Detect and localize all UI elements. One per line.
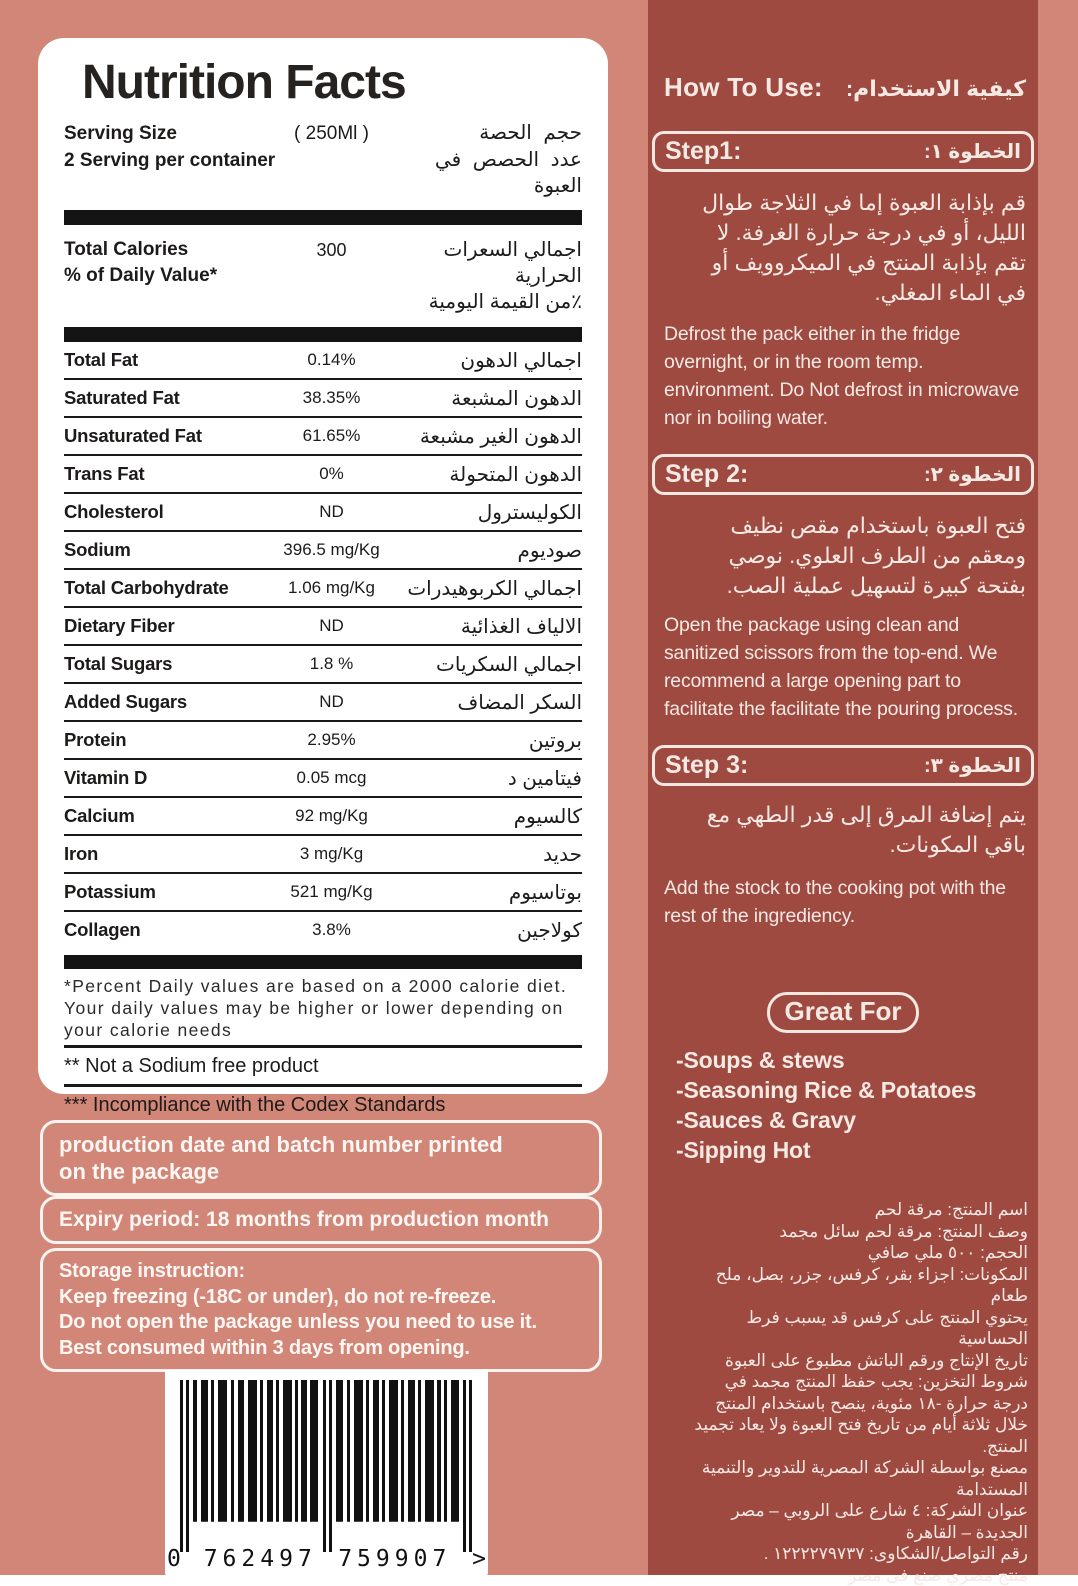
production-date-line1: production date and batch number printed <box>59 1131 583 1158</box>
serving-size-label-ar: حجم الحصة <box>389 120 582 146</box>
nutrient-name-en: Calcium <box>64 805 274 827</box>
nutrient-name-en: Added Sugars <box>64 691 274 713</box>
nutrient-value: 0% <box>274 464 389 484</box>
nutrient-name-en: Cholesterol <box>64 501 274 523</box>
storage-title: Storage instruction: <box>59 1259 583 1285</box>
nutrition-table-row <box>64 760 582 798</box>
nutrition-table-row <box>64 608 582 646</box>
nutrient-name-en: Protein <box>64 729 274 751</box>
nutrient-name-ar: الالياف الغذائية <box>389 614 582 639</box>
great-for-pill-wrap <box>648 992 1038 1033</box>
nutrition-table-row <box>64 722 582 760</box>
daily-value-label-ar: ٪من القيمة اليومية <box>389 289 582 315</box>
nutrient-name-en: Saturated Fat <box>64 387 274 409</box>
nutrient-name-ar: الكوليسترول <box>389 500 582 525</box>
storage-instruction-box <box>40 1248 602 1372</box>
step3-instructions-en: Add the stock to the cooking pot with the rest of the ingrediency. <box>648 874 1038 930</box>
servings-per-container-label-ar: عدد الحصص في العبوة <box>389 147 582 199</box>
nutrient-name-en: Total Sugars <box>64 653 274 675</box>
step2-instructions-ar: فتح العبوة باستخدام مقص نظيف ومعقم من الطرف العلوي. نوصي بفتحة كبيرة لتسهيل عملية الصب. <box>648 511 1038 601</box>
how-to-use-panel <box>648 0 1038 1575</box>
serving-size-label: Serving Size <box>64 121 274 147</box>
nutrient-name-ar: اجمالي الدهون <box>389 348 582 373</box>
nutrition-table <box>64 342 582 948</box>
step2-heading-box <box>652 454 1034 495</box>
nutrition-table-row <box>64 570 582 608</box>
product-info-line-ar: شروط التخزين: يجب حفظ المنتج مجمد في درجة حرارة -١٨ مئوية، ينصح باستخدام المنتج خلال ثلاثة أيام من تاريخ فتح العبوة ولا يعاد تجميد المنتج. <box>688 1371 1028 1457</box>
nutrient-name-en: Dietary Fiber <box>64 615 274 637</box>
nutrition-table-row <box>64 342 582 380</box>
nutrient-name-en: Trans Fat <box>64 463 274 485</box>
nutrient-name-ar: حديد <box>389 842 582 867</box>
barcode-group1: 762497 <box>193 1546 328 1572</box>
nutrient-name-en: Total Fat <box>64 349 274 371</box>
expiry-period-text: Expiry period: 18 months from production month <box>59 1207 583 1233</box>
barcode-bars <box>180 1380 472 1552</box>
production-date-box <box>40 1120 602 1196</box>
nutrition-table-row <box>64 380 582 418</box>
nutrition-table-row <box>64 646 582 684</box>
nutrition-table-row <box>64 912 582 948</box>
nutrient-name-ar: فيتامين د <box>389 766 582 791</box>
nutrient-value: 3.8% <box>274 920 389 940</box>
nutrient-name-en: Total Carbohydrate <box>64 577 274 599</box>
nutrient-name-ar: كالسيوم <box>389 804 582 829</box>
nutrition-facts-title: Nutrition Facts <box>82 56 582 110</box>
servings-per-container-label: 2 Serving per container <box>64 148 389 174</box>
product-info-line-ar: يحتوي المنتج على كرفس قد يسبب فرط الحساسية <box>688 1307 1028 1350</box>
step1-label-en: Step1: <box>665 137 741 166</box>
nutrient-value: 396.5 mg/Kg <box>274 540 389 560</box>
nutrient-value: 2.95% <box>274 730 389 750</box>
how-to-use-title-ar: كيفية الاستخدام: <box>846 76 1026 102</box>
nutrient-value: 0.05 mcg <box>274 768 389 788</box>
great-for-title: Great For <box>767 992 918 1033</box>
step2-label-ar: الخطوة ٢: <box>924 462 1021 487</box>
product-info-line-ar: رقم التواصل/الشكاوى: ١٢٢٢٢٧٩٧٣٧ . <box>688 1543 1028 1565</box>
total-calories-label: Total Calories <box>64 237 274 263</box>
nutrient-value: 1.8 % <box>274 654 389 674</box>
nutrient-value: 521 mg/Kg <box>274 882 389 902</box>
nutrient-name-en: Vitamin D <box>64 767 274 789</box>
nutrition-table-row <box>64 684 582 722</box>
nutrient-value: 0.14% <box>274 350 389 370</box>
divider-bar <box>64 210 582 225</box>
step3-label-ar: الخطوة ٣: <box>924 753 1021 778</box>
step2-label-en: Step 2: <box>665 460 748 489</box>
storage-line3: Best consumed within 3 days from opening. <box>59 1336 583 1362</box>
nutrition-table-row <box>64 836 582 874</box>
nutrient-name-en: Iron <box>64 843 274 865</box>
footnote-daily-values: *Percent Daily values are based on a 2000 calorie diet. Your daily values may be higher or lower depending on your calorie needs <box>64 975 582 1041</box>
production-date-line2: on the package <box>59 1158 583 1185</box>
product-info-line-ar: منتج مصري صنع فى مصر <box>688 1565 1028 1586</box>
nutrient-name-en: Unsaturated Fat <box>64 425 274 447</box>
great-for-item: -Soups & stews <box>676 1045 1038 1075</box>
nutrient-value: ND <box>274 616 389 636</box>
nutrient-name-ar: الدهون الغير مشبعة <box>389 424 582 449</box>
nutrient-value: 3 mg/Kg <box>274 844 389 864</box>
nutrient-value: ND <box>274 692 389 712</box>
divider-bar <box>64 327 582 342</box>
nutrient-name-ar: السكر المضاف <box>389 690 582 715</box>
nutrition-facts-panel <box>38 38 608 1094</box>
nutrition-table-row <box>64 418 582 456</box>
step3-instructions-ar: يتم إضافة المرق إلى قدر الطهي مع باقي المكونات. <box>648 800 1038 860</box>
nutrient-value: ND <box>274 502 389 522</box>
nutrient-name-en: Potassium <box>64 881 274 903</box>
nutrient-value: 38.35% <box>274 388 389 408</box>
step1-instructions-ar: قم بإذابة العبوة إما في الثلاجة طوال الليل، أو في درجة حرارة الغرفة. لا تقم بإذابة المنتج في الميكروويف أو في الماء المغلي. <box>648 188 1038 308</box>
nutrient-name-ar: اجمالي السكريات <box>389 652 582 677</box>
serving-size-value: ( 250Ml ) <box>274 121 389 147</box>
great-for-item: -Sauces & Gravy <box>676 1105 1038 1135</box>
nutrition-table-row <box>64 798 582 836</box>
product-info-line-ar: مصنع بواسطة الشركة المصرية للتدوير والتنمية المستدامة <box>688 1457 1028 1500</box>
nutrient-name-ar: بوتاسيوم <box>389 880 582 905</box>
great-for-item: -Seasoning Rice & Potatoes <box>676 1075 1038 1105</box>
product-info-block-ar <box>648 1199 1038 1586</box>
nutrition-table-row <box>64 532 582 570</box>
nutrient-name-ar: كولاجين <box>389 918 582 943</box>
product-info-line-ar: المكونات: اجزاء بقر، كرفس، جزر، بصل، ملح طعام <box>688 1264 1028 1307</box>
product-info-line-ar: الحجم: ٥٠٠ ملي صافي <box>688 1242 1028 1264</box>
nutrient-name-ar: اجمالي الكربوهيدرات <box>389 576 582 601</box>
expiry-period-box <box>40 1196 602 1244</box>
great-for-list <box>648 1045 1038 1165</box>
step3-heading-box <box>652 745 1034 786</box>
barcode-group2: 759907 <box>328 1546 463 1572</box>
nutrient-name-ar: الدهون المتحولة <box>389 462 582 487</box>
product-info-line-ar: تاريخ الإنتاج ورقم الباتش مطبوع على العبوة <box>688 1350 1028 1372</box>
calories-row <box>64 237 582 315</box>
product-info-line-ar: وصف المنتج: مرقة لحم سائل مجمد <box>688 1221 1028 1243</box>
step1-label-ar: الخطوة ١: <box>924 139 1021 164</box>
nutrition-table-row <box>64 456 582 494</box>
footnote-codex: *** Incompliance with the Codex Standards <box>64 1087 582 1123</box>
divider-bar <box>64 955 582 969</box>
total-calories-label-ar: اجمالي السعرات الحرارية <box>389 237 582 289</box>
total-calories-value: 300 <box>274 237 389 263</box>
nutrition-table-row <box>64 494 582 532</box>
nutrient-name-ar: صوديوم <box>389 538 582 563</box>
barcode-suffix: > <box>462 1546 488 1572</box>
nutrition-table-row <box>64 874 582 912</box>
daily-value-label: % of Daily Value* <box>64 263 274 289</box>
barcode <box>165 1370 488 1575</box>
barcode-prefix-digit: 0 <box>165 1546 193 1572</box>
storage-line1: Keep freezing (-18C or under), do not re-freeze. <box>59 1285 583 1311</box>
step3-label-en: Step 3: <box>665 751 748 780</box>
nutrient-value: 1.06 mg/Kg <box>274 578 389 598</box>
how-to-use-title-en: How To Use: <box>664 72 823 103</box>
servings-per-container-row <box>64 147 582 199</box>
step1-instructions-en: Defrost the pack either in the fridge overnight, or in the room temp. environment. Do Not defrost in microwave nor in boiling water. <box>648 320 1038 432</box>
storage-line2: Do not open the package unless you need to use it. <box>59 1310 583 1336</box>
footnote-sodium: ** Not a Sodium free product <box>64 1048 582 1084</box>
barcode-digits <box>165 1546 488 1572</box>
nutrient-name-en: Collagen <box>64 919 274 941</box>
serving-size-row <box>64 120 582 147</box>
nutrient-value: 92 mg/Kg <box>274 806 389 826</box>
product-info-line-ar: اسم المنتج: مرقة لحم <box>688 1199 1028 1221</box>
nutrient-value: 61.65% <box>274 426 389 446</box>
great-for-item: -Sipping Hot <box>676 1135 1038 1165</box>
nutrient-name-ar: بروتين <box>389 728 582 753</box>
step1-heading-box <box>652 131 1034 172</box>
step2-instructions-en: Open the package using clean and sanitized scissors from the top-end. We recommend a large opening part to facilitate the facilitate the pouring process. <box>648 611 1038 723</box>
nutrient-name-en: Sodium <box>64 539 274 561</box>
how-to-use-header <box>648 72 1038 103</box>
product-info-line-ar: عنوان الشركة: ٤ شارع على الروبي – مصر الجديدة – القاهرة <box>688 1500 1028 1543</box>
nutrient-name-ar: الدهون المشبعة <box>389 386 582 411</box>
